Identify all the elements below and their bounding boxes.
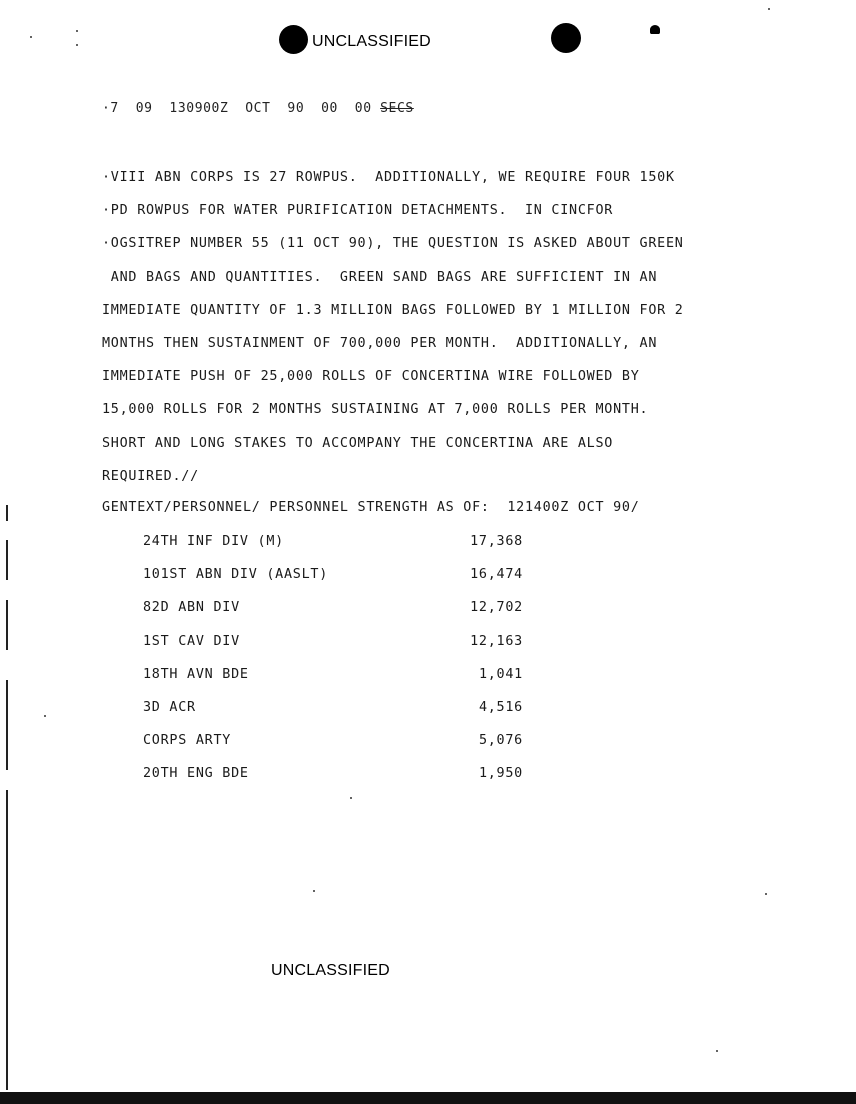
table-row bbox=[143, 731, 543, 764]
scan-speck bbox=[350, 797, 352, 799]
scan-edge-mark bbox=[6, 505, 8, 521]
scan-edge-mark bbox=[6, 600, 8, 650]
body-line: ·OGSITREP NUMBER 55 (11 OCT 90), THE QUESTION IS ASKED ABOUT GREEN bbox=[102, 236, 684, 252]
table-row bbox=[143, 565, 543, 598]
unit-strength: 12,702 bbox=[470, 600, 523, 616]
message-body bbox=[102, 168, 822, 500]
ink-mark bbox=[650, 25, 660, 34]
scan-edge-mark bbox=[6, 790, 8, 1090]
scan-speck bbox=[76, 30, 78, 32]
body-line: IMMEDIATE QUANTITY OF 1.3 MILLION BAGS FOLLOWED BY 1 MILLION FOR 2 bbox=[102, 302, 684, 318]
scan-speck bbox=[76, 44, 78, 46]
unit-name: CORPS ARTY bbox=[143, 733, 232, 749]
body-line: SHORT AND LONG STAKES TO ACCOMPANY THE CONCERTINA ARE ALSO bbox=[102, 435, 614, 451]
unit-name: 20TH ENG BDE bbox=[143, 766, 249, 782]
scan-bottom-border bbox=[0, 1092, 856, 1104]
unit-strength: 17,368 bbox=[470, 534, 523, 549]
scan-edge-mark bbox=[6, 540, 8, 580]
unit-name: 101ST ABN DIV (AASLT) bbox=[143, 567, 329, 583]
table-row bbox=[143, 598, 543, 631]
unit-strength: 1,950 bbox=[478, 766, 523, 782]
body-line: AND BAGS AND QUANTITIES. GREEN SAND BAGS ARE SUFFICIENT IN AN bbox=[102, 269, 658, 285]
unit-name: 3D ACR bbox=[143, 699, 196, 715]
unit-strength: 4,516 bbox=[478, 699, 523, 715]
scan-speck bbox=[30, 36, 32, 38]
classification-marking-bottom: UNCLASSIFIED bbox=[271, 962, 390, 979]
unit-name: 18TH AVN BDE bbox=[143, 666, 249, 682]
table-row bbox=[143, 764, 543, 797]
scan-speck bbox=[44, 715, 46, 717]
unit-strength: 1,041 bbox=[478, 666, 523, 682]
scan-speck bbox=[716, 1050, 718, 1052]
scan-speck bbox=[765, 893, 767, 895]
table-row bbox=[143, 632, 543, 665]
dtg-text: ·7 09 130900Z OCT 90 00 00 bbox=[102, 101, 381, 116]
body-line: MONTHS THEN SUSTAINMENT OF 700,000 PER MONTH. ADDITIONALLY, AN bbox=[102, 335, 658, 351]
scan-speck bbox=[768, 8, 770, 10]
table-row bbox=[143, 698, 543, 731]
body-line: REQUIRED.// bbox=[102, 468, 199, 484]
date-time-group bbox=[102, 101, 414, 116]
unit-name: 1ST CAV DIV bbox=[143, 633, 240, 649]
classification-marking-top: UNCLASSIFIED bbox=[312, 33, 431, 50]
unit-strength: 12,163 bbox=[470, 633, 523, 649]
unit-name: 24TH INF DIV (M) bbox=[143, 534, 284, 549]
redaction-dot-left bbox=[279, 25, 308, 54]
scan-speck bbox=[313, 890, 315, 892]
redaction-dot-right bbox=[551, 23, 581, 53]
table-row bbox=[143, 532, 543, 565]
table-row bbox=[143, 665, 543, 698]
unit-strength: 5,076 bbox=[478, 733, 523, 749]
personnel-strength-header: GENTEXT/PERSONNEL/ PERSONNEL STRENGTH AS OF: 121400Z OCT 90/ bbox=[102, 500, 640, 515]
body-line: 15,000 ROLLS FOR 2 MONTHS SUSTAINING AT 7,000 ROLLS PER MONTH. bbox=[102, 402, 649, 418]
personnel-strength-table bbox=[143, 532, 543, 798]
dtg-strikethrough: SECS bbox=[380, 101, 414, 116]
unit-name: 82D ABN DIV bbox=[143, 600, 240, 616]
body-line: IMMEDIATE PUSH OF 25,000 ROLLS OF CONCERTINA WIRE FOLLOWED BY bbox=[102, 369, 640, 385]
body-line: ·PD ROWPUS FOR WATER PURIFICATION DETACHMENTS. IN CINCFOR bbox=[102, 203, 614, 219]
body-line: ·VIII ABN CORPS IS 27 ROWPUS. ADDITIONALLY, WE REQUIRE FOUR 150K bbox=[102, 170, 675, 185]
scan-edge-mark bbox=[6, 680, 8, 770]
unit-strength: 16,474 bbox=[470, 567, 523, 583]
